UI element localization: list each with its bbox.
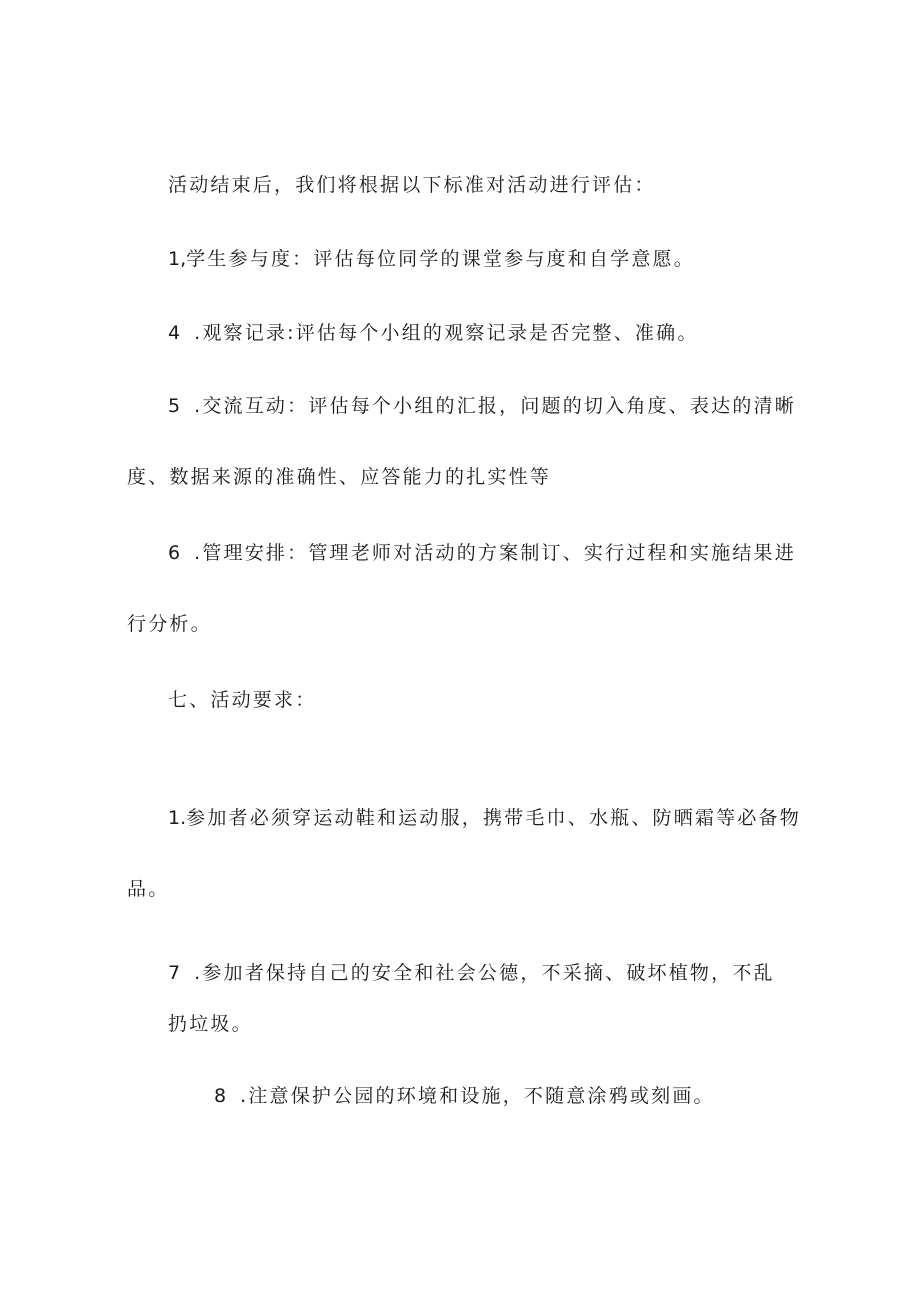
eval-item-text: 行分析。: [127, 613, 212, 635]
req-item-number: 1.: [168, 807, 187, 829]
eval-item-number: 5: [168, 395, 181, 417]
req-item-2-continuation: [168, 1012, 253, 1036]
req-item-1-continuation: [127, 877, 169, 901]
eval-item-3: [168, 394, 796, 418]
eval-item-number: 6: [168, 542, 181, 564]
section-title-text: 七、活动要求：: [168, 689, 317, 711]
req-item-3: [214, 1084, 715, 1108]
req-item-text: .参加者保持自己的安全和社会公德，不采摘、破坏植物，不乱: [194, 962, 775, 984]
eval-item-text: .观察记录:评估每个小组的观察记录是否完整、准确。: [194, 322, 699, 344]
eval-item-number: 4: [168, 322, 181, 344]
eval-item-number: 1,: [168, 248, 187, 270]
intro-paragraph: [168, 173, 656, 197]
req-item-2: [168, 961, 775, 985]
req-item-1: [168, 806, 801, 830]
eval-item-text: .交流互动：评估每个小组的汇报，问题的切入角度、表达的清晰: [194, 395, 796, 417]
eval-item-4: [168, 541, 796, 565]
eval-item-text: .管理安排：管理老师对活动的方案制订、实行过程和实施结果进: [194, 542, 796, 564]
eval-item-text: 度、数据来源的准确性、应答能力的扎实性等: [127, 466, 552, 488]
eval-item-3-continuation: [127, 465, 551, 489]
req-item-number: 7: [168, 962, 181, 984]
eval-item-4-continuation: [127, 612, 212, 636]
req-item-text: 扔垃圾。: [168, 1013, 253, 1035]
req-item-number: 8: [214, 1085, 227, 1107]
req-item-text: 品。: [127, 878, 170, 900]
req-item-text: 参加者必须穿运动鞋和运动服，携带毛巾、水瓶、防晒霜等必备物: [186, 807, 801, 829]
eval-item-text: 学生参与度：评估每位同学的课堂参与度和自学意愿。: [186, 248, 695, 270]
eval-item-1: [168, 247, 695, 271]
intro-text: 活动结束后，我们将根据以下标准对活动进行评估：: [168, 174, 656, 196]
section-title: [168, 688, 316, 712]
req-item-text: .注意保护公园的环境和设施，不随意涂鸦或刻画。: [240, 1085, 715, 1107]
eval-item-2: [168, 321, 699, 345]
